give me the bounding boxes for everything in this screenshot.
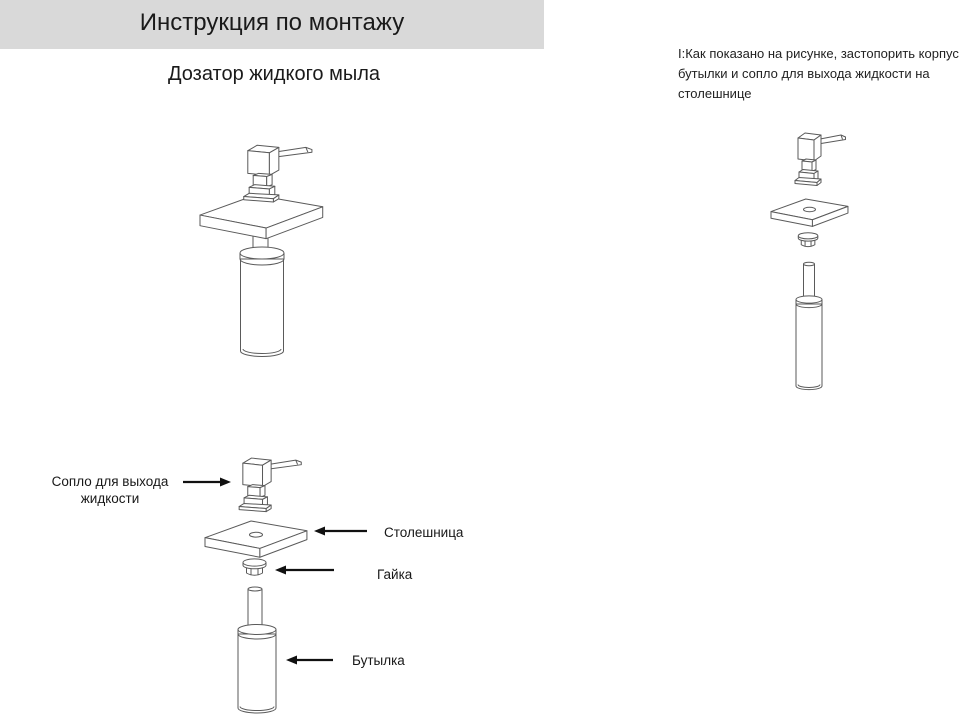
arrow-to-countertop xyxy=(314,527,367,536)
bottle xyxy=(238,625,276,714)
figure-assembled-dispenser xyxy=(185,122,335,364)
label-nut: Гайка xyxy=(377,567,413,582)
label-bottle: Бутылка xyxy=(352,653,405,668)
label-countertop: Столешница xyxy=(384,525,464,540)
bottle xyxy=(240,247,284,356)
pump-head xyxy=(795,133,846,186)
countertop-plate xyxy=(771,199,848,226)
page-title: Инструкция по монтажу xyxy=(139,9,405,36)
mounting-nut xyxy=(798,233,818,247)
pump-head xyxy=(244,145,312,202)
figure-exploded-view xyxy=(762,127,862,397)
step-note-text: I:Как показано на рисунке, застопорить корпус бутылки и сопло для выхода жидкости на столешнице xyxy=(678,46,959,101)
figure-exploded-view-labeled xyxy=(198,448,313,718)
plate-hole xyxy=(250,532,263,537)
plate-hole xyxy=(804,207,816,211)
bottle xyxy=(796,296,822,390)
countertop-plate xyxy=(205,521,307,557)
mounting-nut xyxy=(243,559,266,575)
label-nozzle: Сопло для выхода жидкости xyxy=(51,474,169,506)
suction-tube xyxy=(248,587,262,630)
page-subtitle: Дозатор жидкого мыла xyxy=(167,63,381,85)
pump-head xyxy=(239,458,301,512)
